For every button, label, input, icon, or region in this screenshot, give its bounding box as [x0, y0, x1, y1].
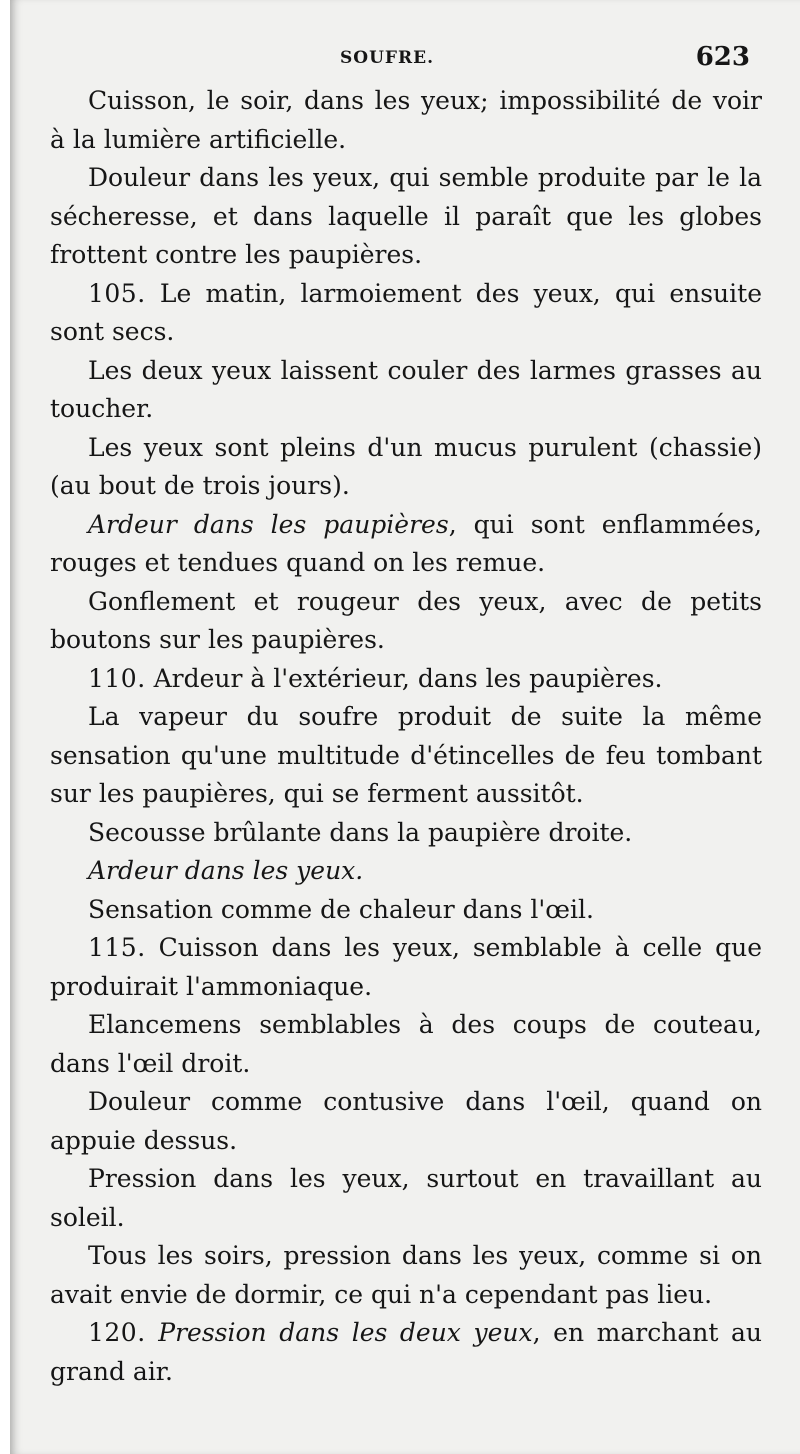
symptom-paragraph	[50, 82, 762, 159]
paragraph-text: Sensation comme de chaleur dans l'œil.	[88, 894, 594, 924]
body-text	[50, 82, 762, 1391]
paragraph-text: Gonflement et rougeur des yeux, avec de petits boutons sur les paupières.	[50, 586, 762, 654]
italic-text: Pression dans les deux yeux	[158, 1318, 533, 1347]
paragraph-text: La vapeur du soufre produit de suite la même sensation qu'une multitude d'étincelles de feu tombant sur les paupières, qui se ferment aussitôt.	[50, 702, 762, 808]
running-head	[10, 42, 800, 76]
paragraph-text: Elancemens semblables à des coups de couteau, dans l'œil droit.	[50, 1010, 762, 1078]
paragraph-text: Douleur dans les yeux, qui semble produite par le la sécheresse, et dans laquelle il paraît que les globes frottent contre les paupières.	[50, 163, 762, 269]
symptom-paragraph	[50, 583, 762, 660]
symptom-paragraph	[50, 1160, 762, 1237]
symptom-paragraph	[50, 814, 762, 853]
page-number: 623	[695, 42, 750, 72]
running-head-title: SOUFRE.	[340, 48, 434, 68]
symptom-paragraph	[50, 275, 762, 352]
symptom-paragraph	[50, 159, 762, 275]
paragraph-text: Cuisson, le soir, dans les yeux; impossibilité de voir à la lumière artificielle.	[50, 86, 762, 154]
book-page	[10, 0, 800, 1454]
symptom-paragraph	[50, 429, 762, 506]
symptom-paragraph	[50, 1237, 762, 1314]
symptom-paragraph	[50, 852, 762, 891]
italic-text: Ardeur dans les paupières	[88, 509, 449, 539]
symptom-paragraph	[50, 891, 762, 930]
paragraph-text: Les yeux sont pleins d'un mucus purulent (chassie)(au bout de trois jours).	[50, 432, 762, 500]
paragraph-number: 115.	[88, 933, 146, 962]
symptom-paragraph	[50, 698, 762, 814]
paragraph-text: Pression dans les yeux, surtout en travaillant au soleil.	[50, 1164, 762, 1232]
paragraph-text: Ardeur à l'extérieur, dans les paupières.	[153, 663, 663, 693]
symptom-paragraph	[50, 660, 762, 699]
paragraph-text: Les deux yeux laissent couler des larmes grasses au toucher.	[50, 355, 762, 423]
symptom-paragraph	[50, 1083, 762, 1160]
symptom-paragraph	[50, 1314, 762, 1391]
paragraph-text: Le matin, larmoiement des yeux, qui ensuite sont secs.	[50, 278, 762, 346]
paragraph-number: 105.	[88, 278, 146, 308]
symptom-paragraph	[50, 1006, 762, 1083]
paragraph-number: 110.	[88, 663, 146, 693]
italic-text: Ardeur dans les yeux.	[88, 856, 364, 885]
symptom-paragraph	[50, 352, 762, 429]
paragraph-text: Tous les soirs, pression dans les yeux, comme si on avait envie de dormir, ce qui n'a cependant pas lieu.	[50, 1241, 762, 1309]
symptom-paragraph	[50, 929, 762, 1006]
paragraph-text: , en marchant au grand air.	[50, 1318, 763, 1386]
paragraph-text: Secousse brûlante dans la paupière droite.	[88, 817, 633, 847]
symptom-paragraph	[50, 506, 762, 583]
paragraph-text: Cuisson dans les yeux, semblable à celle que produirait l'ammoniaque.	[50, 933, 762, 1001]
paragraph-text: Douleur comme contusive dans l'œil, quand on appuie dessus.	[50, 1087, 762, 1155]
paragraph-number: 120.	[88, 1318, 146, 1347]
paragraph-text: , qui sont enflammées, rouges et tendues quand on les remue.	[50, 509, 762, 577]
